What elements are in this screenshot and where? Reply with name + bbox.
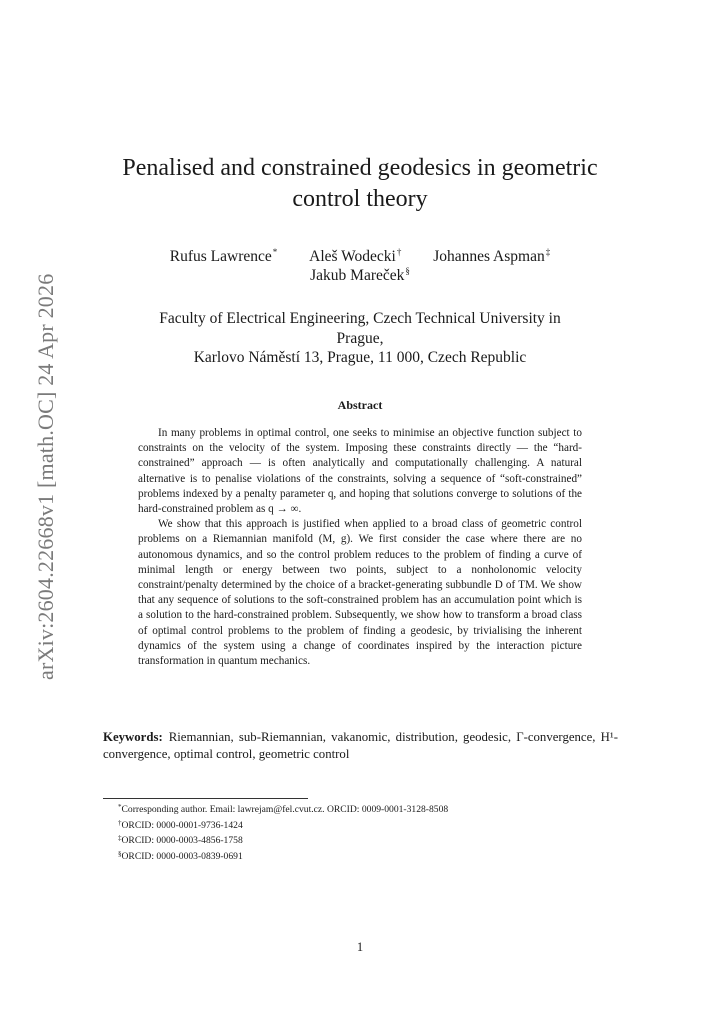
author-footnote-mark: ‡ (545, 247, 551, 257)
author-name: Aleš Wodecki (309, 248, 396, 265)
author-list-row-2 (100, 262, 620, 285)
author-name: Rufus Lawrence (169, 248, 272, 265)
footnote-text: Corresponding author. Email: lawrejam@fel.cvut.cz. ORCID: 0009-0001-3128-8508 (121, 804, 449, 815)
footnote (118, 848, 618, 864)
footnote (118, 801, 618, 817)
footnote-mark: ‡ (118, 834, 122, 843)
keywords (103, 729, 618, 763)
paper-title (100, 153, 620, 215)
title-line-1: Penalised and constrained geodesics in geometric (122, 155, 598, 181)
author-4 (310, 267, 410, 284)
affiliation-line-1: Faculty of Electrical Engineering, Czech Technical University in (159, 310, 561, 327)
affiliation-line-2: Prague, (336, 329, 384, 347)
footnotes (118, 801, 618, 863)
footnote-text: ORCID: 0000-0003-0839-0691 (121, 850, 243, 862)
affiliation (110, 309, 610, 368)
keywords-label: Keywords: (103, 730, 163, 744)
footnote (118, 832, 618, 848)
abstract-paragraph-2: We show that this approach is justified when applied to a broad class of geometric control problems on a Riemannian manifold (M, g). We first consider the case where there are no autonomous dynamics, and so the control problem reduces to the problem of finding a curve of minimal length or energy between two points, subject to a nonholonomic velocity constraint/penalty determined by the choice of a bracket-generating subbundle D of TM. We show that any sequence of solutions to the soft-constrained problem has an accumulation point which is a solution to the hard-constrained problem. Subsequently, we show how to transform a broad class of optimal control problems to the problem of finding a geodesic, by trivialising the inherent dynamics of the system using a change of coordinates inspired by the interaction picture transformation in quantum mechanics. (138, 518, 582, 668)
author-footnote-mark: * (272, 247, 278, 257)
author-name: Johannes Aspman (433, 248, 545, 265)
footnote (118, 817, 618, 833)
arxiv-identifier-stamp: arXiv:2604.22668v1 [math.OC] 24 Apr 2026 (33, 273, 58, 680)
page-number: 1 (356, 940, 364, 954)
abstract-heading: Abstract (337, 398, 383, 412)
footnote-text: ORCID: 0000-0001-9736-1424 (121, 819, 243, 831)
affiliation-line-3: Karlovo Náměstí 13, Prague, 11 000, Czech Republic (193, 349, 527, 366)
footnote-text: ORCID: 0000-0003-4856-1758 (121, 835, 243, 847)
author-footnote-mark: § (405, 266, 410, 276)
title-line-2: control theory (292, 186, 428, 212)
footnote-mark: † (118, 818, 122, 827)
author-name: Jakub Mareček (310, 267, 405, 284)
abstract-body (138, 426, 582, 669)
keywords-text: Riemannian, sub-Riemannian, vakanomic, distribution, geodesic, Γ-convergence, H¹-convergence, optimal control, geometric control (103, 730, 618, 761)
author-footnote-mark: † (396, 247, 402, 257)
footnote-divider (103, 798, 308, 799)
footnote-mark: § (118, 849, 122, 858)
footnote-mark: * (118, 803, 122, 811)
abstract-paragraph-1: In many problems in optimal control, one seeks to minimise an objective function subject to constraints on the velocity of the system. Imposing these constraints directly — the “hard-constrained” approach — is often analytically and computationally challenging. A natural alternative is to penalise violations of the constraints, solving a sequence of “soft-constrained” problems indexed by a penalty parameter q, and hoping that solutions converge to solutions of the hard-constrained problem as q → ∞. (138, 427, 582, 516)
